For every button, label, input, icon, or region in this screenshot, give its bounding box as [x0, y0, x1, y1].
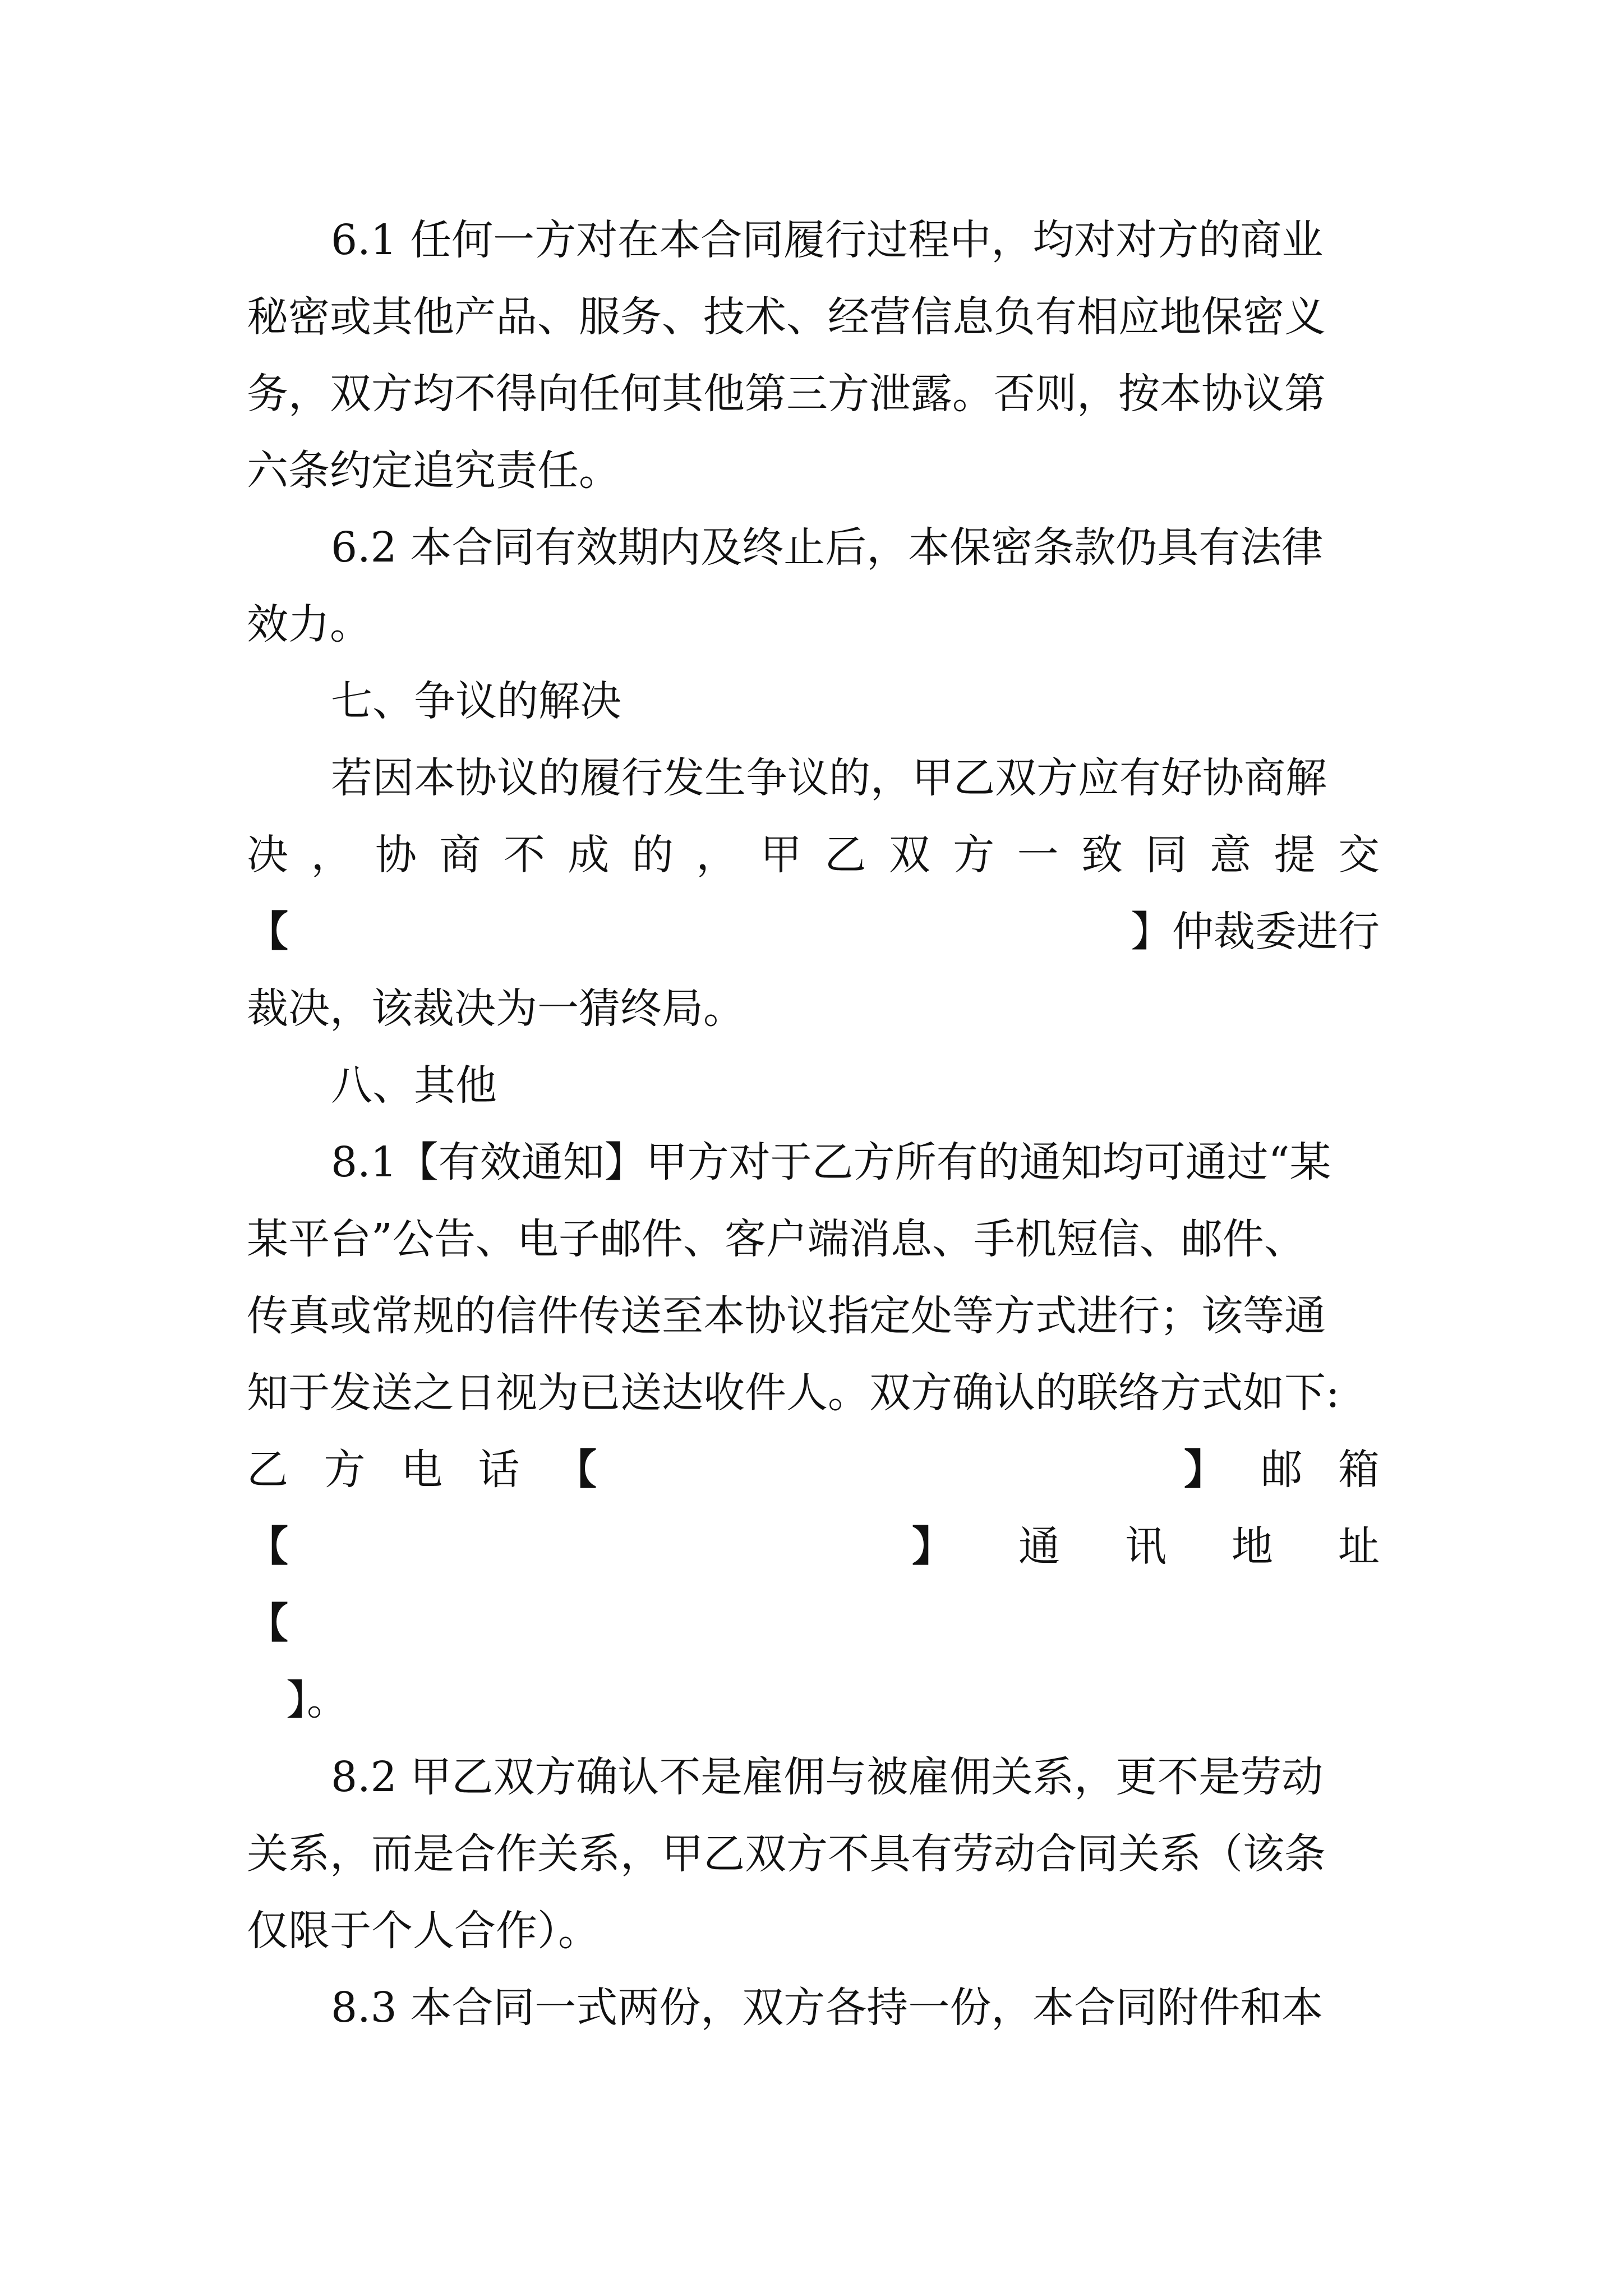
clause-6-1-line-4: 六条约定追究责任。: [247, 447, 620, 495]
spacer: [633, 1432, 1149, 1508]
clause-6-2-line-2: 效力。: [247, 600, 371, 648]
document-body: [247, 202, 1380, 2046]
contact-email-address-line: [247, 1508, 1380, 1585]
clause-8-1-line-2: 某平台”公告、电子邮件、客户端消息、手机短信、邮件、: [247, 1215, 1306, 1263]
char: 的: [631, 831, 674, 879]
char: 址: [1338, 1522, 1380, 1571]
clause-6-1-line-3: 务，双方均不得向任何其他第三方泄露。否则，按本协议第: [247, 370, 1326, 418]
char: 成: [568, 831, 610, 879]
char: 方: [324, 1446, 366, 1494]
char: 决: [247, 831, 288, 879]
clause-8-1-line-1: 8.1【有效通知】甲方对于乙方所有的通知均可通过“某: [331, 1138, 1331, 1186]
clause-8-2-line-3: 仅限于个人合作）。: [247, 1907, 600, 1955]
char: ，: [311, 831, 353, 879]
char: 地: [1232, 1522, 1273, 1571]
char: 一: [1017, 831, 1059, 879]
char: 讯: [1125, 1522, 1166, 1571]
open-bracket: 【: [247, 908, 288, 956]
arbitration-tail: 】仲裁委进行: [1131, 908, 1380, 956]
contact-phone-email-line: [247, 1432, 1380, 1508]
clause-7-line-2: [247, 817, 1380, 894]
char: 同: [1145, 831, 1187, 879]
section-8-heading: 八、其他: [331, 1061, 497, 1110]
char: 不: [503, 831, 545, 879]
char: 意: [1210, 831, 1252, 879]
char: 交: [1338, 831, 1380, 879]
char: 乙: [824, 831, 866, 879]
char: 通: [1018, 1522, 1060, 1571]
spacer: [353, 1508, 847, 1585]
char: 致: [1081, 831, 1123, 879]
clause-6-1-line-1: 6.1 任何一方对在本合同履行过程中，均对对方的商业: [331, 216, 1324, 264]
clause-8-2-line-1: 8.2 甲乙双方确认不是雇佣与被雇佣关系，更不是劳动: [331, 1753, 1324, 1801]
char: 提: [1274, 831, 1316, 879]
char: 电: [401, 1446, 442, 1494]
char: 箱: [1338, 1446, 1380, 1494]
clause-8-1-line-4: 知于发送之日视为已送达收件人。双方确认的联络方式如下:: [247, 1369, 1340, 1417]
arbitration-blank-line: [247, 894, 1380, 970]
char: 乙: [247, 1446, 288, 1494]
email-close-bracket: 】: [912, 1522, 953, 1571]
char: 话: [478, 1446, 520, 1494]
clause-6-2-line-1: 6.2 本合同有效期内及终止后，本保密条款仍具有法律: [331, 523, 1324, 572]
clause-6-1-line-2: 秘密或其他产品、服务、技术、经营信息负有相应地保密义: [247, 293, 1326, 341]
char: 甲: [760, 831, 802, 879]
clause-8-1-line-3: 传真或常规的信件传送至本协议指定处等方式进行；该等通: [247, 1292, 1326, 1340]
clause-7-line-4: 裁决，该裁决为一猜终局。: [247, 984, 745, 1033]
address-open-bracket: 【: [247, 1599, 288, 1648]
phone-close-bracket: 】: [1184, 1446, 1225, 1494]
char: 协: [375, 831, 417, 879]
char: 双: [888, 831, 930, 879]
phone-open-bracket: 【: [555, 1446, 597, 1494]
address-close-bracket: 】。: [286, 1676, 348, 1724]
char: 方: [953, 831, 995, 879]
char: 商: [439, 831, 481, 879]
section-7-heading: 七、争议的解决: [331, 677, 621, 725]
clause-8-3-line-1: 8.3 本合同一式两份，双方各持一份，本合同附件和本: [331, 1984, 1324, 2032]
clause-7-line-1: 若因本协议的履行发生争议的，甲乙双方应有好协商解: [331, 754, 1327, 802]
clause-8-2-line-2: 关系，而是合作关系，甲乙双方不具有劳动合同关系（该条: [247, 1830, 1326, 1878]
char: 邮: [1261, 1446, 1303, 1494]
email-open-bracket: 【: [247, 1522, 288, 1571]
char: ，: [696, 831, 738, 879]
